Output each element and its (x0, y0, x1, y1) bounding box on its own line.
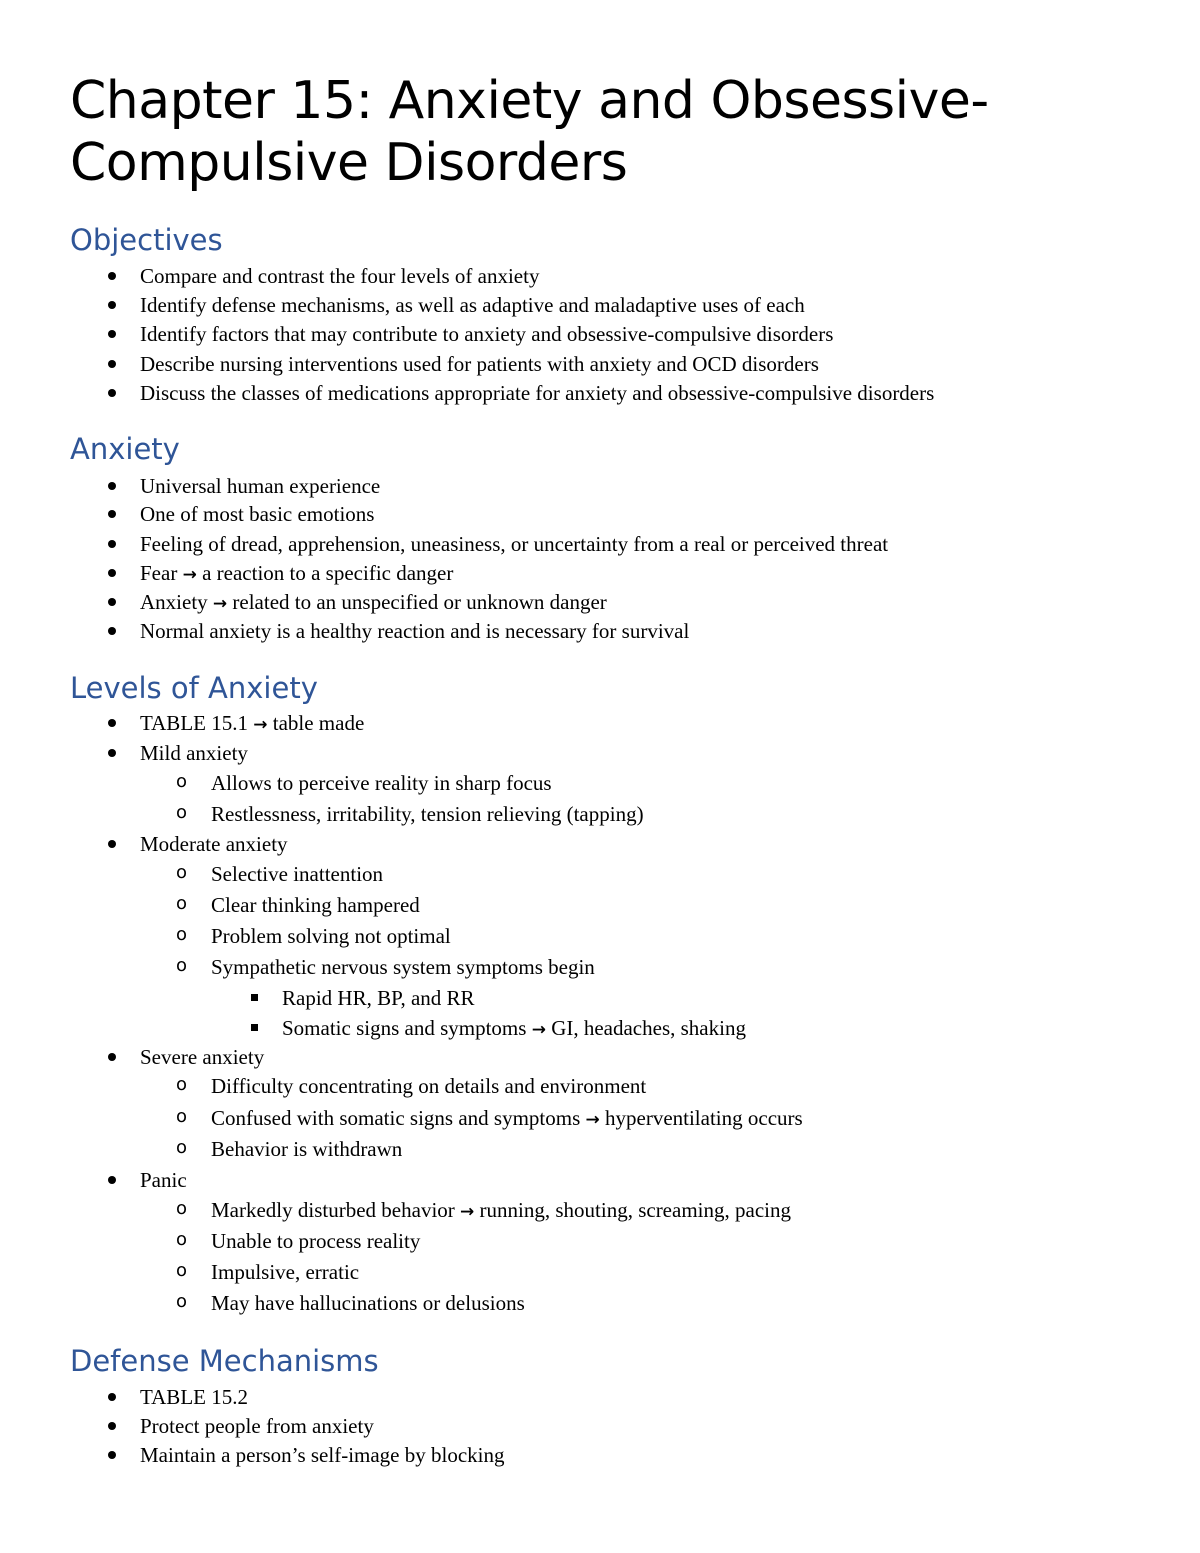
bullet-dot-icon (108, 482, 116, 490)
circle-bullet-icon: o (176, 862, 188, 883)
levels-item: Panic (140, 1168, 187, 1192)
circle-bullet-icon: o (176, 771, 188, 792)
objective-item: Identify factors that may contribute to anxiety and obsessive-compulsive disorders (140, 322, 833, 346)
levels-subitem: o Problem solving not optimal (176, 924, 451, 948)
levels-subitem: o Confused with somatic signs and symptoms → hyperventilating occurs (176, 1106, 803, 1130)
levels-item: Mild anxiety (140, 741, 248, 765)
arrow-right-icon: → (531, 1020, 546, 1040)
circle-bullet-icon: o (176, 1106, 188, 1127)
bullet-dot-icon (108, 598, 116, 606)
arrow-right-icon: → (212, 594, 228, 614)
bullet-dot-icon (108, 749, 116, 757)
objective-item: Compare and contrast the four levels of anxiety (140, 264, 539, 288)
page-title-line-1: Chapter 15: Anxiety and Obsessive- (70, 71, 989, 131)
bullet-dot-icon (108, 272, 116, 280)
bullet-dot-icon (108, 540, 116, 548)
arrow-right-icon: → (253, 715, 268, 735)
levels-item: Severe anxiety (140, 1045, 264, 1069)
levels-item: Moderate anxiety (140, 832, 288, 856)
levels-subitem: o Unable to process reality (176, 1229, 421, 1253)
anxiety-item: Feeling of dread, apprehension, uneasiness, or uncertainty from a real or perceived threat (140, 532, 888, 556)
defense-item: TABLE 15.2 (140, 1385, 248, 1409)
bullet-dot-icon (108, 360, 116, 368)
anxiety-item: Anxiety → related to an unspecified or unknown danger (140, 590, 607, 616)
bullet-dot-icon (108, 569, 116, 577)
heading-anxiety: Anxiety (70, 432, 180, 466)
bullet-dot-icon (108, 627, 116, 635)
anxiety-item: Fear → a reaction to a specific danger (140, 561, 453, 587)
bullet-dot-icon (108, 719, 116, 727)
circle-bullet-icon: o (176, 1291, 188, 1312)
square-bullet-icon (251, 1024, 258, 1031)
bullet-dot-icon (108, 1053, 116, 1061)
arrow-right-icon: → (182, 565, 197, 585)
levels-subitem: o Behavior is withdrawn (176, 1137, 403, 1161)
defense-item: Protect people from anxiety (140, 1414, 374, 1438)
levels-subitem: o May have hallucinations or delusions (176, 1291, 525, 1315)
heading-defense-mechanisms: Defense Mechanisms (70, 1344, 379, 1378)
bullet-dot-icon (108, 510, 116, 518)
levels-subsubitem: Rapid HR, BP, and RR (282, 986, 475, 1010)
arrow-right-icon: → (460, 1202, 475, 1222)
levels-subitem: o Markedly disturbed behavior → running, shouting, screaming, pacing (176, 1198, 791, 1222)
levels-subitem: o Selective inattention (176, 862, 384, 886)
circle-bullet-icon: o (176, 1074, 188, 1095)
circle-bullet-icon: o (176, 955, 188, 976)
bullet-dot-icon (108, 301, 116, 309)
objective-item: Discuss the classes of medications appropriate for anxiety and obsessive-compulsive disorders (140, 381, 934, 405)
square-bullet-icon (251, 994, 258, 1001)
levels-subsubitem: Somatic signs and symptoms → GI, headaches, shaking (282, 1016, 746, 1042)
levels-subitem: o Sympathetic nervous system symptoms begin (176, 955, 595, 979)
anxiety-item: Universal human experience (140, 474, 380, 498)
page-title (70, 70, 989, 194)
circle-bullet-icon: o (176, 1198, 188, 1219)
circle-bullet-icon: o (176, 893, 188, 914)
levels-subitem: o Restlessness, irritability, tension relieving (tapping) (176, 802, 644, 826)
circle-bullet-icon: o (176, 1229, 188, 1250)
levels-item: TABLE 15.1 → table made (140, 711, 364, 737)
circle-bullet-icon: o (176, 802, 188, 823)
levels-subitem: o Allows to perceive reality in sharp focus (176, 771, 552, 795)
levels-subitem: o Difficulty concentrating on details and environment (176, 1074, 647, 1098)
bullet-dot-icon (108, 1393, 116, 1401)
circle-bullet-icon: o (176, 924, 188, 945)
bullet-dot-icon (108, 840, 116, 848)
objective-item: Identify defense mechanisms, as well as adaptive and maladaptive uses of each (140, 293, 805, 317)
bullet-dot-icon (108, 1176, 116, 1184)
bullet-dot-icon (108, 389, 116, 397)
bullet-dot-icon (108, 330, 116, 338)
arrow-right-icon: → (585, 1110, 600, 1130)
levels-subitem: o Impulsive, erratic (176, 1260, 360, 1284)
defense-item: Maintain a person’s self-image by blocking (140, 1443, 505, 1467)
heading-levels-of-anxiety: Levels of Anxiety (70, 671, 318, 705)
page-title-line-2: Compulsive Disorders (70, 133, 628, 193)
anxiety-item: Normal anxiety is a healthy reaction and is necessary for survival (140, 619, 689, 643)
circle-bullet-icon: o (176, 1260, 188, 1281)
circle-bullet-icon: o (176, 1137, 188, 1158)
bullet-dot-icon (108, 1422, 116, 1430)
anxiety-item: One of most basic emotions (140, 502, 374, 526)
bullet-dot-icon (108, 1451, 116, 1459)
objective-item: Describe nursing interventions used for patients with anxiety and OCD disorders (140, 352, 819, 376)
heading-objectives: Objectives (70, 223, 223, 257)
levels-subitem: o Clear thinking hampered (176, 893, 420, 917)
